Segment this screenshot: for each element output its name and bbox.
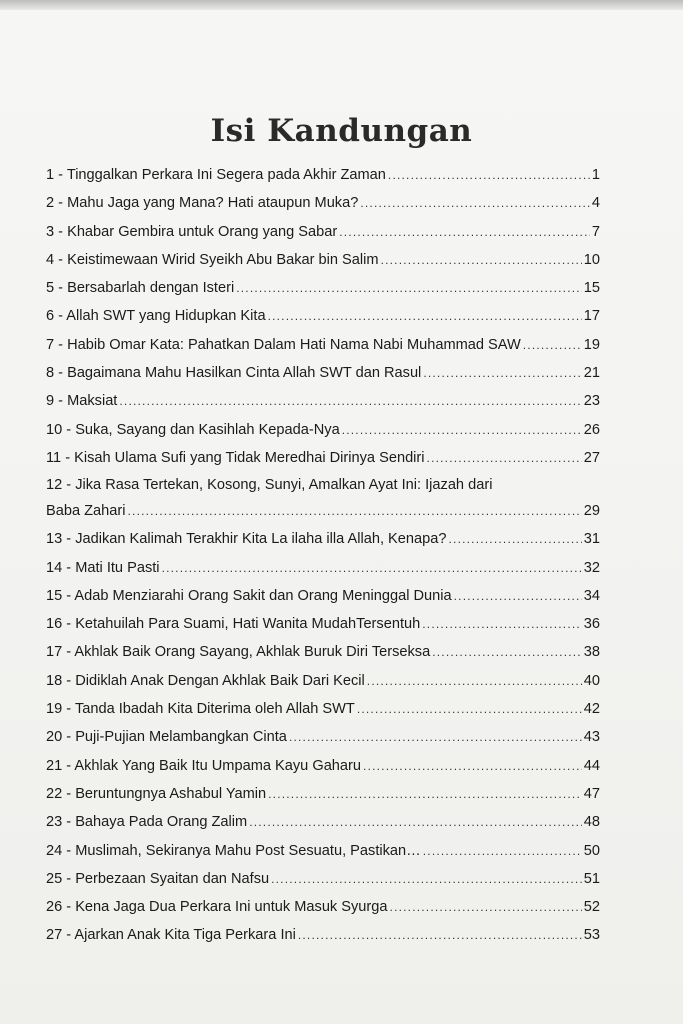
toc-entry bbox=[46, 610, 600, 638]
toc-entry bbox=[46, 667, 600, 695]
dot-leader bbox=[357, 695, 582, 723]
dot-leader bbox=[367, 667, 582, 695]
dot-leader bbox=[360, 189, 590, 217]
toc-entry-page-number: 4 bbox=[591, 195, 600, 212]
toc-entry-title: 26 - Kena Jaga Dua Perkara Ini untuk Masuk Syurga bbox=[46, 899, 388, 916]
toc-entry-page-number: 50 bbox=[583, 842, 600, 859]
toc-entry bbox=[46, 582, 600, 610]
toc-entry-page-number: 47 bbox=[583, 785, 600, 802]
dot-leader bbox=[423, 359, 581, 387]
toc-entry bbox=[46, 472, 600, 525]
toc-entry-line2 bbox=[46, 498, 600, 524]
toc-entry bbox=[46, 189, 600, 217]
dot-leader bbox=[249, 808, 582, 836]
toc-entry-title: 7 - Habib Omar Kata: Pahatkan Dalam Hati Nama Nabi Muhammad SAW bbox=[46, 336, 521, 353]
toc-entry-title: 8 - Bagaimana Mahu Hasilkan Cinta Allah SWT dan Rasul bbox=[46, 365, 422, 382]
toc-entry-title: 13 - Jadikan Kalimah Terakhir Kita La ilaha illa Allah, Kenapa? bbox=[46, 531, 447, 548]
dot-leader bbox=[363, 752, 582, 780]
toc-entry-title: 19 - Tanda Ibadah Kita Diterima oleh Allah SWT bbox=[46, 701, 355, 718]
toc-entry-page-number: 34 bbox=[583, 587, 600, 604]
toc-entry-title: 16 - Ketahuilah Para Suami, Hati Wanita MudahTersentuh bbox=[46, 616, 421, 633]
toc-entry bbox=[46, 246, 600, 274]
toc-entry-page-number: 32 bbox=[583, 559, 600, 576]
toc-entry-page-number: 15 bbox=[583, 280, 600, 297]
page-title: Isi Kandungan bbox=[210, 112, 473, 149]
toc-entry-title: 11 - Kisah Ulama Sufi yang Tidak Meredhai Dirinya Sendiri bbox=[46, 449, 425, 466]
toc-entry bbox=[46, 525, 600, 553]
toc-entry-page-number: 40 bbox=[583, 672, 600, 689]
toc-entry-title: 27 - Ajarkan Anak Kita Tiga Perkara Ini bbox=[46, 927, 296, 944]
dot-leader bbox=[388, 161, 590, 189]
toc-entry-page-number: 52 bbox=[583, 899, 600, 916]
toc-entry-title-continued: Baba Zahari bbox=[46, 503, 126, 520]
dot-leader bbox=[271, 865, 582, 893]
dot-leader bbox=[298, 921, 582, 949]
toc-entry bbox=[46, 780, 600, 808]
dot-leader bbox=[119, 387, 581, 415]
dot-leader bbox=[432, 638, 582, 666]
toc-entry bbox=[46, 161, 600, 189]
toc-entry-title: 15 - Adab Menziarahi Orang Sakit dan Orang Meninggal Dunia bbox=[46, 587, 452, 604]
toc-entry-page-number: 17 bbox=[583, 308, 600, 325]
toc-entry-page-number: 53 bbox=[583, 927, 600, 944]
toc-entry bbox=[46, 444, 600, 472]
toc-entry-title: 24 - Muslimah, Sekiranya Mahu Post Sesuatu, Pastikan… bbox=[46, 842, 421, 859]
toc-entry-page-number: 23 bbox=[583, 393, 600, 410]
toc-entry-page-number: 27 bbox=[583, 449, 600, 466]
toc-entry-title: 25 - Perbezaan Syaitan dan Nafsu bbox=[46, 870, 270, 887]
toc-entry bbox=[46, 218, 600, 246]
toc-entry-title: 10 - Suka, Sayang dan Kasihlah Kepada-Nya bbox=[46, 421, 340, 438]
toc-entry-page-number: 19 bbox=[583, 336, 600, 353]
dot-leader bbox=[162, 554, 582, 582]
toc-entry-page-number: 36 bbox=[583, 616, 600, 633]
toc-entry-title: 17 - Akhlak Baik Orang Sayang, Akhlak Buruk Diri Terseksa bbox=[46, 644, 431, 661]
toc-entry bbox=[46, 554, 600, 582]
dot-leader bbox=[342, 416, 582, 444]
toc-entry-page-number: 44 bbox=[583, 757, 600, 774]
toc-entry-title: 12 - Jika Rasa Tertekan, Kosong, Sunyi, Amalkan Ayat Ini: Ijazah dari bbox=[46, 477, 493, 494]
toc-entry-page-number: 51 bbox=[583, 870, 600, 887]
toc-entry-page-number: 21 bbox=[583, 365, 600, 382]
toc-entry-page-number: 43 bbox=[583, 729, 600, 746]
toc-entry-page-number: 10 bbox=[583, 251, 600, 268]
toc-entry-title: 23 - Bahaya Pada Orang Zalim bbox=[46, 814, 248, 831]
toc-entry-title: 3 - Khabar Gembira untuk Orang yang Sabar bbox=[46, 223, 338, 240]
toc-entry bbox=[46, 893, 600, 921]
dot-leader bbox=[423, 837, 582, 865]
toc-entry bbox=[46, 837, 600, 865]
toc-entry-title: 14 - Mati Itu Pasti bbox=[46, 559, 160, 576]
table-of-contents bbox=[46, 161, 600, 950]
toc-entry bbox=[46, 921, 600, 949]
toc-entry bbox=[46, 723, 600, 751]
toc-entry-page-number: 26 bbox=[583, 421, 600, 438]
page-top-edge bbox=[0, 0, 683, 10]
dot-leader bbox=[268, 302, 582, 330]
toc-entry-title: 6 - Allah SWT yang Hidupkan Kita bbox=[46, 308, 266, 325]
dot-leader bbox=[289, 723, 582, 751]
toc-entry bbox=[46, 808, 600, 836]
toc-entry-page-number: 31 bbox=[583, 531, 600, 548]
toc-entry-title: 9 - Maksiat bbox=[46, 393, 118, 410]
toc-entry bbox=[46, 302, 600, 330]
toc-entry-title: 20 - Puji-Pujian Melambangkan Cinta bbox=[46, 729, 287, 746]
dot-leader bbox=[339, 218, 590, 246]
toc-entry-title: 1 - Tinggalkan Perkara Ini Segera pada Akhir Zaman bbox=[46, 167, 386, 183]
toc-entry-page-number: 48 bbox=[583, 814, 600, 831]
toc-entry bbox=[46, 331, 600, 359]
dot-leader bbox=[236, 274, 582, 302]
toc-entry bbox=[46, 416, 600, 444]
toc-entry bbox=[46, 752, 600, 780]
toc-entry-page-number: 38 bbox=[583, 644, 600, 661]
toc-entry-title: 21 - Akhlak Yang Baik Itu Umpama Kayu Gaharu bbox=[46, 757, 362, 774]
dot-leader bbox=[128, 498, 582, 524]
dot-leader bbox=[427, 444, 582, 472]
toc-entry-page-number: 7 bbox=[591, 223, 600, 240]
toc-entry-title: 22 - Beruntungnya Ashabul Yamin bbox=[46, 785, 267, 802]
toc-entry-title: 5 - Bersabarlah dengan Isteri bbox=[46, 280, 235, 297]
dot-leader bbox=[454, 582, 582, 610]
dot-leader bbox=[390, 893, 582, 921]
toc-entry bbox=[46, 387, 600, 415]
dot-leader bbox=[523, 331, 582, 359]
toc-entry bbox=[46, 638, 600, 666]
toc-entry-title: 4 - Keistimewaan Wirid Syeikh Abu Bakar bin Salim bbox=[46, 251, 379, 268]
toc-entry-page-number: 1 bbox=[591, 167, 600, 183]
toc-entry-title: 2 - Mahu Jaga yang Mana? Hati ataupun Muka? bbox=[46, 195, 359, 212]
toc-entry-title: 18 - Didiklah Anak Dengan Akhlak Baik Dari Kecil bbox=[46, 672, 365, 689]
toc-entry bbox=[46, 865, 600, 893]
toc-entry-page-number: 29 bbox=[583, 503, 600, 520]
toc-entry-page-number: 42 bbox=[583, 701, 600, 718]
dot-leader bbox=[268, 780, 582, 808]
dot-leader bbox=[422, 610, 582, 638]
toc-entry bbox=[46, 274, 600, 302]
dot-leader bbox=[381, 246, 582, 274]
dot-leader bbox=[449, 525, 582, 553]
toc-entry bbox=[46, 359, 600, 387]
toc-entry bbox=[46, 695, 600, 723]
